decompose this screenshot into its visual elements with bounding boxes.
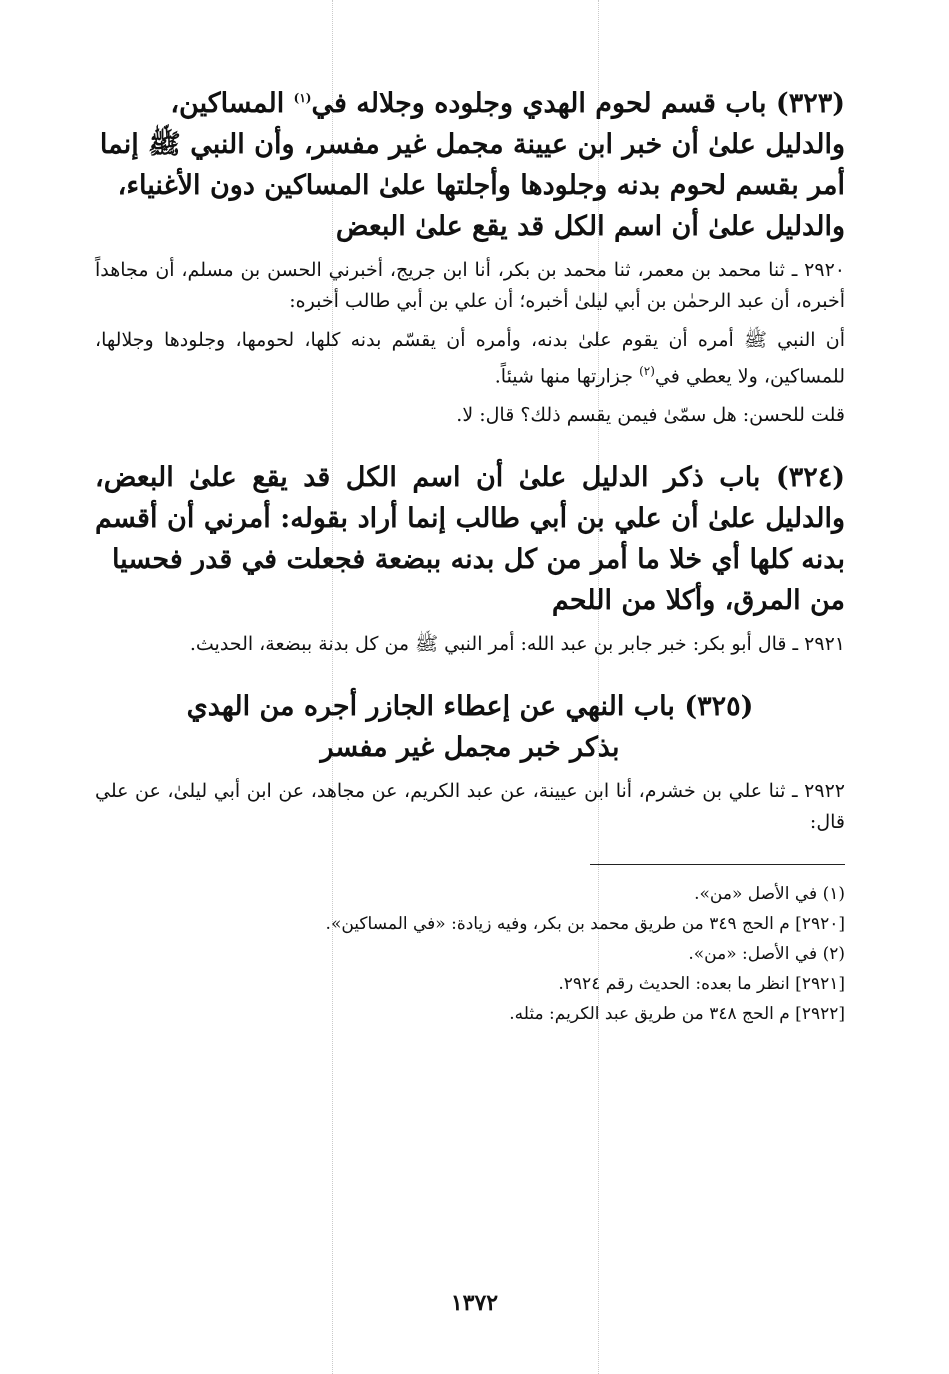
hadith-2922: ٢٩٢٢ ـ ثنا علي بن خشرم، أنا ابن عيينة، عن عبد الكريم، عن مجاهد، عن ابن أبي ليلىٰ، عن علي قال:	[95, 780, 845, 834]
chapter-323-title-end: المساكين،	[170, 88, 285, 119]
footnote-mark: (٢)	[639, 364, 655, 378]
footnote-2922: [٢٩٢٢] م الحج ٣٤٨ من طريق عبد الكريم: مثله.	[509, 1004, 845, 1025]
footnote-1: (١) في الأصل «من».	[694, 884, 845, 905]
hadith-2920-matn-text: أن النبي ﷺ أمره أن يقوم علىٰ بدنه، وأمره أن يقسّم بدنه كلها، لحومها، وجلودها وجلالها، للمساكين، ولا يعطي في	[95, 329, 845, 388]
footnote-mark: (١)	[293, 91, 312, 105]
chapter-324-text: (٣٢٤) باب ذكر الدليل علىٰ أن اسم الكل قد يقع علىٰ البعض، والدليل علىٰ أن علي بن أبي طالب إنما أراد بقوله: أمرني أن أقسم بدنه كلها أي خلا ما أمر من كل بدنه ببضعة فجعلت في قدر فحسيا	[95, 462, 845, 576]
hadith-2920-isnad: ٢٩٢٠ ـ ثنا محمد بن معمر، ثنا محمد بن بكر، أنا ابن جريج، أخبرني الحسن بن مسلم، أن مجاهداً أخبره، أن عبد الرحمٰن بن أبي ليلىٰ أخبره؛ أن علي بن أبي طالب أخبره:	[95, 259, 845, 312]
footnotes	[95, 879, 845, 1029]
footnote-2920: [٢٩٢٠] م الحج ٣٤٩ من طريق محمد بن بكر، وفيه زيادة: «في المساكين».	[325, 914, 845, 935]
chapter-323-line2: والدليل علىٰ أن خبر ابن عيينة مجمل غير مفسر، وأن النبي ﷺ إنما	[99, 129, 845, 160]
chapter-324-heading	[95, 457, 845, 621]
chapter-325-heading	[95, 686, 845, 768]
footnote-2921: [٢٩٢١] انظر ما بعده: الحديث رقم ٢٩٢٤.	[558, 974, 845, 995]
chapter-324-last-line: من المرق، وأكلا من اللحم	[551, 585, 845, 617]
chapter-323-title: (٣٢٣) باب قسم لحوم الهدي وجلوده وجلاله في	[311, 88, 845, 119]
footnote-divider	[590, 864, 845, 865]
chapter-323-line1	[95, 78, 845, 124]
footnote-2: (٢) في الأصل: «من».	[688, 944, 845, 965]
hadith-2921: ٢٩٢١ ـ قال أبو بكر: خبر جابر بن عبد الله: أمر النبي ﷺ من كل بدنة ببضعة، الحديث.	[189, 633, 845, 656]
chapter-323-line4: والدليل علىٰ أن اسم الكل قد يقع علىٰ البعض	[335, 211, 845, 242]
hadith-2920-question: قلت للحسن: هل سمّىٰ فيمن يقسم ذلك؟ قال: لا.	[456, 404, 845, 427]
chapter-323-heading	[95, 78, 845, 247]
book-page	[95, 78, 845, 1338]
chapter-325-line2: بذكر خبر مجمل غير مفسر	[320, 732, 620, 764]
hadith-2920-matn-end: جزارتها منها شيئاً.	[494, 365, 634, 388]
page-number: ١٣٧٢	[450, 1290, 499, 1316]
hadith-2920-matn	[95, 325, 845, 392]
chapter-323-line3: أمر بقسم لحوم بدنه وجلودها وأجلتها علىٰ المساكين دون الأغنياء،	[117, 170, 845, 201]
chapter-325-line1: (٣٢٥) باب النهي عن إعطاء الجازر أجره من الهدي	[186, 691, 754, 723]
